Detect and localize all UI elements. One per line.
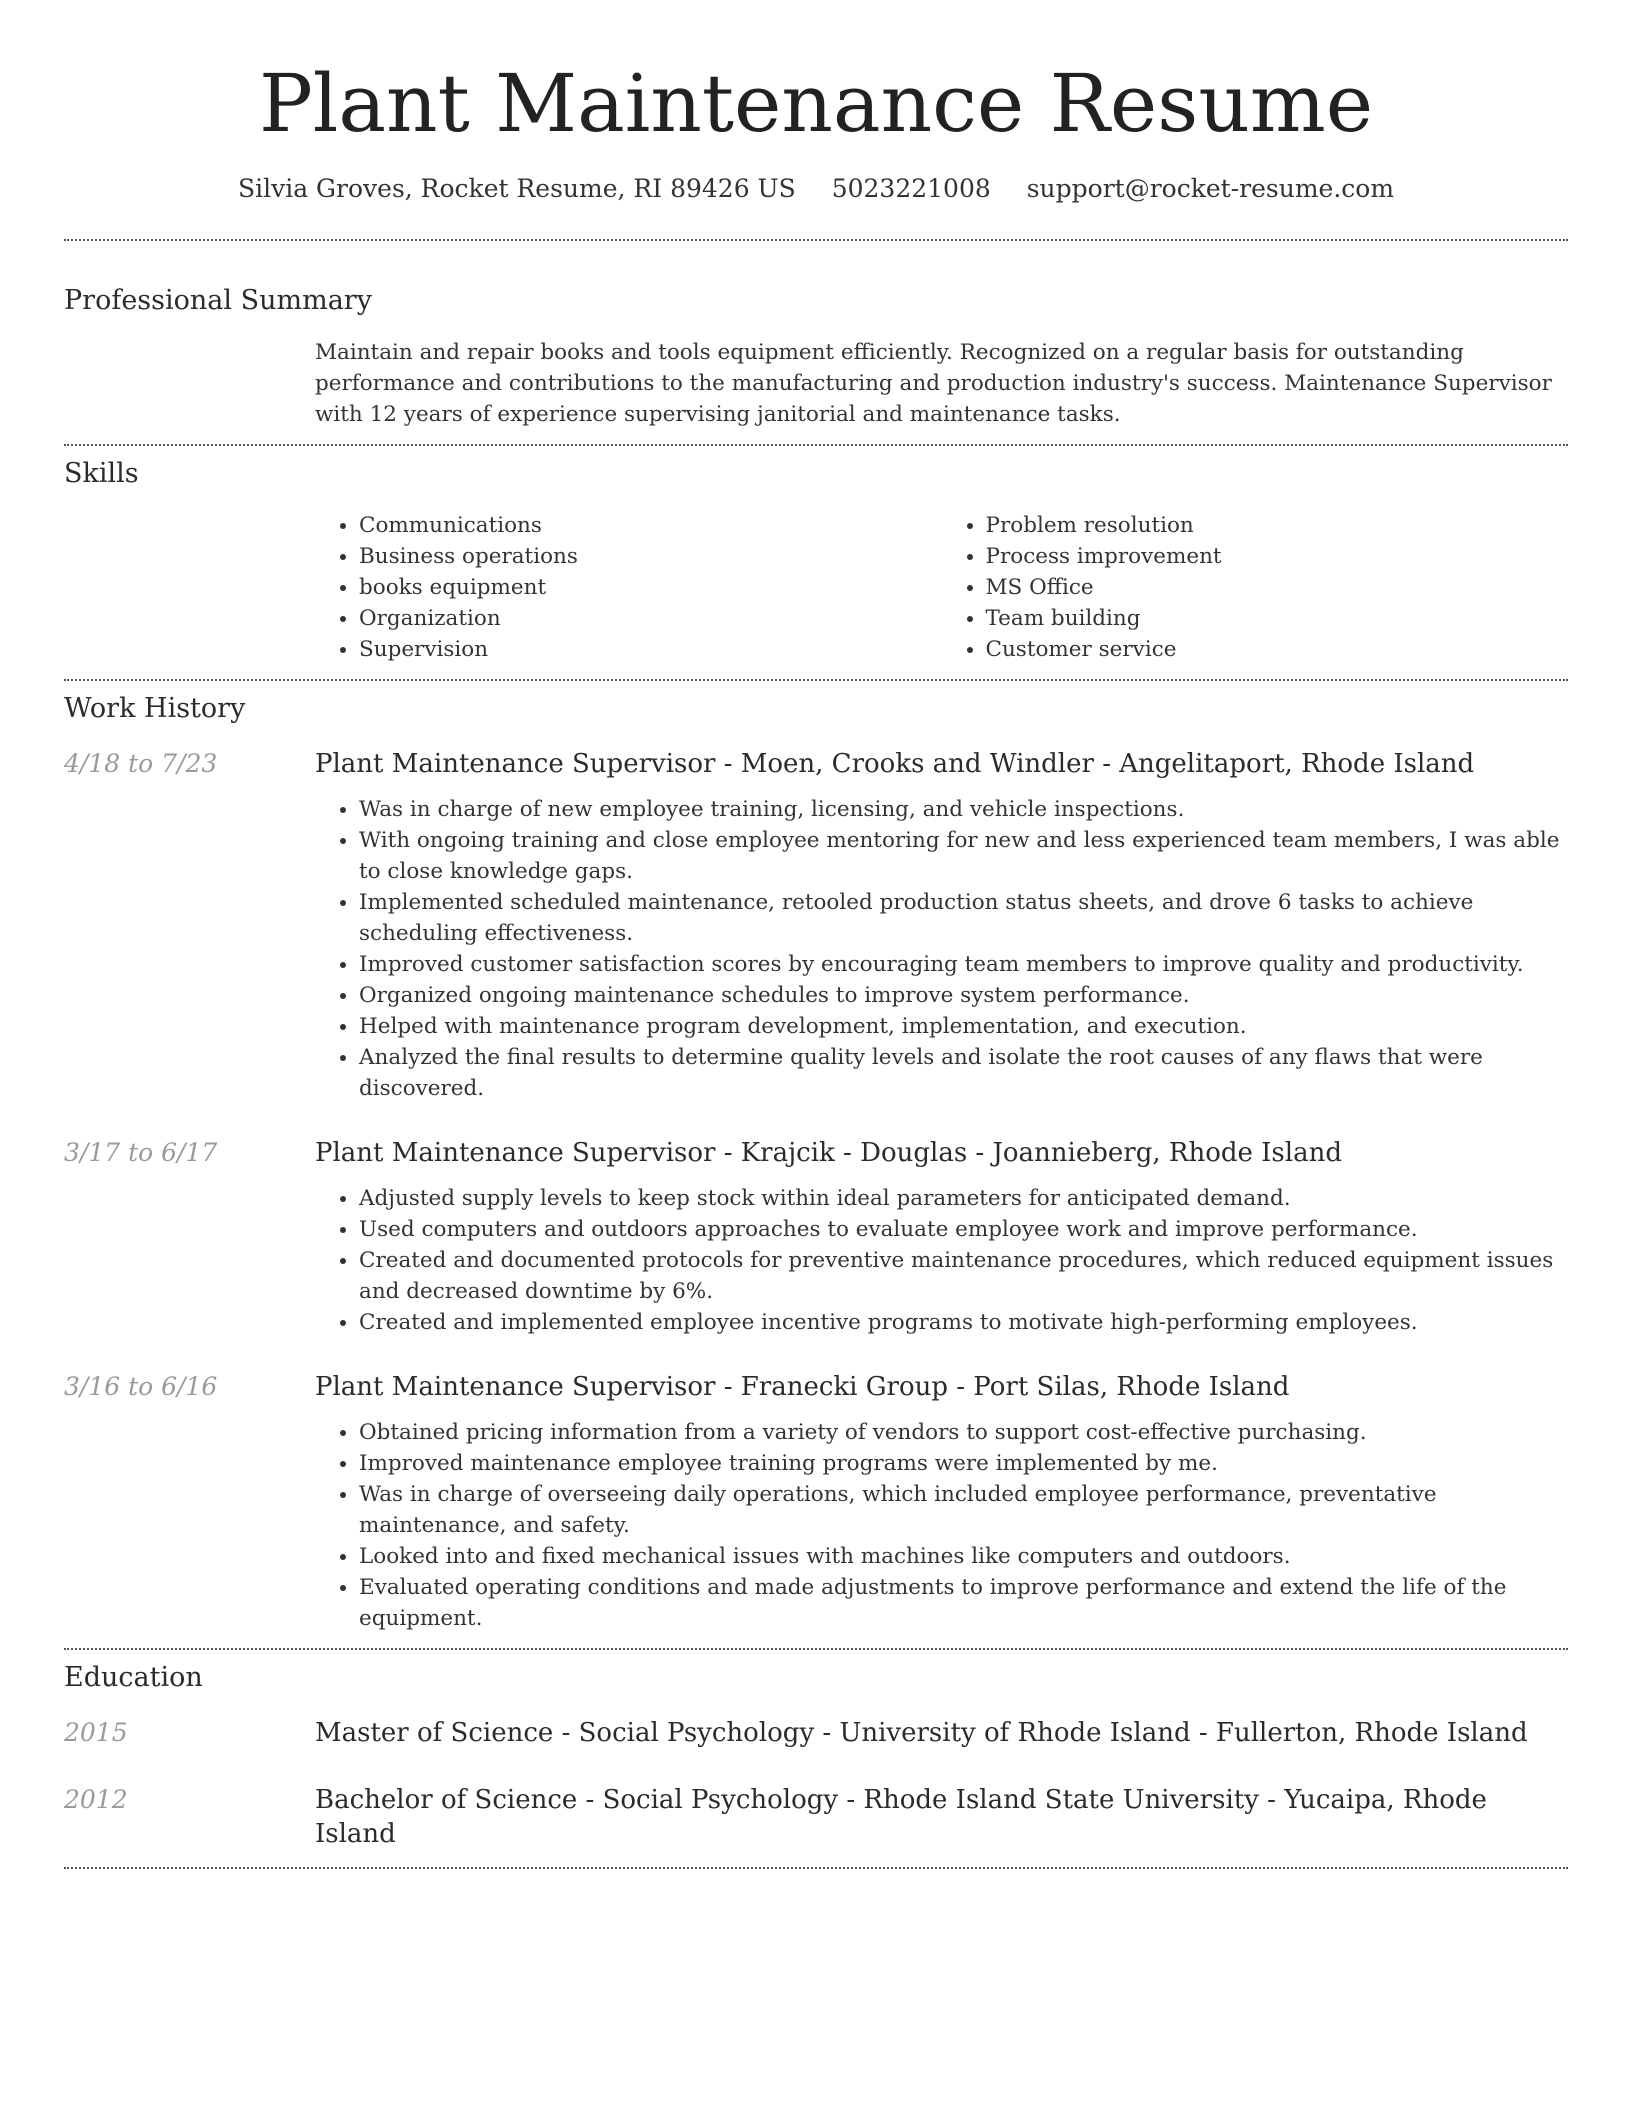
job-header [64,1370,1568,1404]
skill-item: • books equipment [359,572,942,603]
skills-left-list [315,510,942,665]
divider [64,1867,1568,1869]
summary-heading: Professional Summary [64,285,372,316]
education-year: 2015 [64,1718,128,1747]
skill-item: • Communications [359,510,942,541]
job-bullet: • Organized ongoing maintenance schedules to improve system performance. [359,980,1568,1011]
skill-item: • Business operations [359,541,942,572]
skills-section [64,446,1568,665]
job-title: Plant Maintenance Supervisor - Franecki Group - Port Silas, Rhode Island [315,1372,1290,1402]
contact-phone: 5023221008 [831,174,991,203]
job-bullet: • Helped with maintenance program development, implementation, and execution. [359,1011,1568,1042]
job-bullet: • Improved maintenance employee training programs were implemented by me. [359,1448,1568,1479]
job-bullet: • Was in charge of new employee training, licensing, and vehicle inspections. [359,794,1568,825]
job-bullets [315,1183,1568,1338]
skills-grid [315,510,1568,665]
skill-item: • Process improvement [986,541,1569,572]
education-degree: Bachelor of Science - Social Psychology - Rhode Island State University - Yucaipa, Rhode Island [315,1785,1487,1849]
job-title: Plant Maintenance Supervisor - Moen, Crooks and Windler - Angelitaport, Rhode Island [315,749,1475,779]
job-bullet: • Analyzed the final results to determine quality levels and isolate the root causes of any flaws that were discovered. [359,1042,1568,1104]
resume-page [64,0,1568,1869]
job-bullet: • Looked into and fixed mechanical issues with machines like computers and outdoors. [359,1541,1568,1572]
skill-item: • Team building [986,603,1569,634]
contact-address: Silvia Groves, Rocket Resume, RI 89426 US [237,174,796,203]
job-bullet: • Was in charge of overseeing daily operations, which included employee performance, preventative maintenance, and safety. [359,1479,1568,1541]
job-bullet: • Evaluated operating conditions and made adjustments to improve performance and extend the life of the equipment. [359,1572,1568,1634]
contact-email: support@rocket-resume.com [1026,174,1395,203]
job-title: Plant Maintenance Supervisor - Krajcik - Douglas - Joannieberg, Rhode Island [315,1138,1342,1168]
job-bullets [315,1417,1568,1634]
job-entry [64,747,1568,1104]
education-entry [64,1716,1568,1750]
job-entry [64,1136,1568,1338]
skill-item: • Customer service [986,634,1569,665]
job-dates: 3/17 to 6/17 [64,1138,218,1167]
contact-line [64,172,1568,206]
job-bullet: • Improved customer satisfaction scores by encouraging team members to improve quality and productivity. [359,949,1568,980]
job-dates: 4/18 to 7/23 [64,749,218,778]
job-bullets [315,794,1568,1104]
summary-text: Maintain and repair books and tools equipment efficiently. Recognized on a regular basis for outstanding performance and contributions to the manufacturing and production industry's success. Maintenance Supervisor with 12 years of experience supervising janitorial and maintenance tasks. [315,340,1552,427]
job-bullet: • With ongoing training and close employee mentoring for new and less experienced team members, I was able to close knowledge gaps. [359,825,1568,887]
job-bullet: • Obtained pricing information from a variety of vendors to support cost-effective purchasing. [359,1417,1568,1448]
skill-item: • Problem resolution [986,510,1569,541]
skills-heading: Skills [64,458,139,489]
job-bullet: • Used computers and outdoors approaches to evaluate employee work and improve performance. [359,1214,1568,1245]
job-bullet: • Implemented scheduled maintenance, retooled production status sheets, and drove 6 tasks to achieve scheduling effectiveness. [359,887,1568,949]
job-header [64,1136,1568,1170]
job-entry [64,1370,1568,1634]
skill-item: • Organization [359,603,942,634]
job-bullet: • Created and implemented employee incentive programs to motivate high-performing employees. [359,1307,1568,1338]
education-section [64,1650,1568,1851]
education-degree: Master of Science - Social Psychology - University of Rhode Island - Fullerton, Rhode Island [315,1718,1528,1748]
summary-section [64,241,1568,430]
work-section [64,681,1568,1634]
job-dates: 3/16 to 6/16 [64,1372,218,1401]
job-bullet: • Created and documented protocols for preventive maintenance procedures, which reduced equipment issues and decreased downtime by 6%. [359,1245,1568,1307]
education-entry [64,1783,1568,1851]
job-header [64,747,1568,781]
skill-item: • MS Office [986,572,1569,603]
education-year: 2012 [64,1785,128,1814]
skills-right-list [942,510,1569,665]
work-heading: Work History [64,693,246,724]
job-bullet: • Adjusted supply levels to keep stock within ideal parameters for anticipated demand. [359,1183,1568,1214]
education-heading: Education [64,1662,203,1693]
resume-title: Plant Maintenance Resume [258,57,1374,150]
skill-item: • Supervision [359,634,942,665]
